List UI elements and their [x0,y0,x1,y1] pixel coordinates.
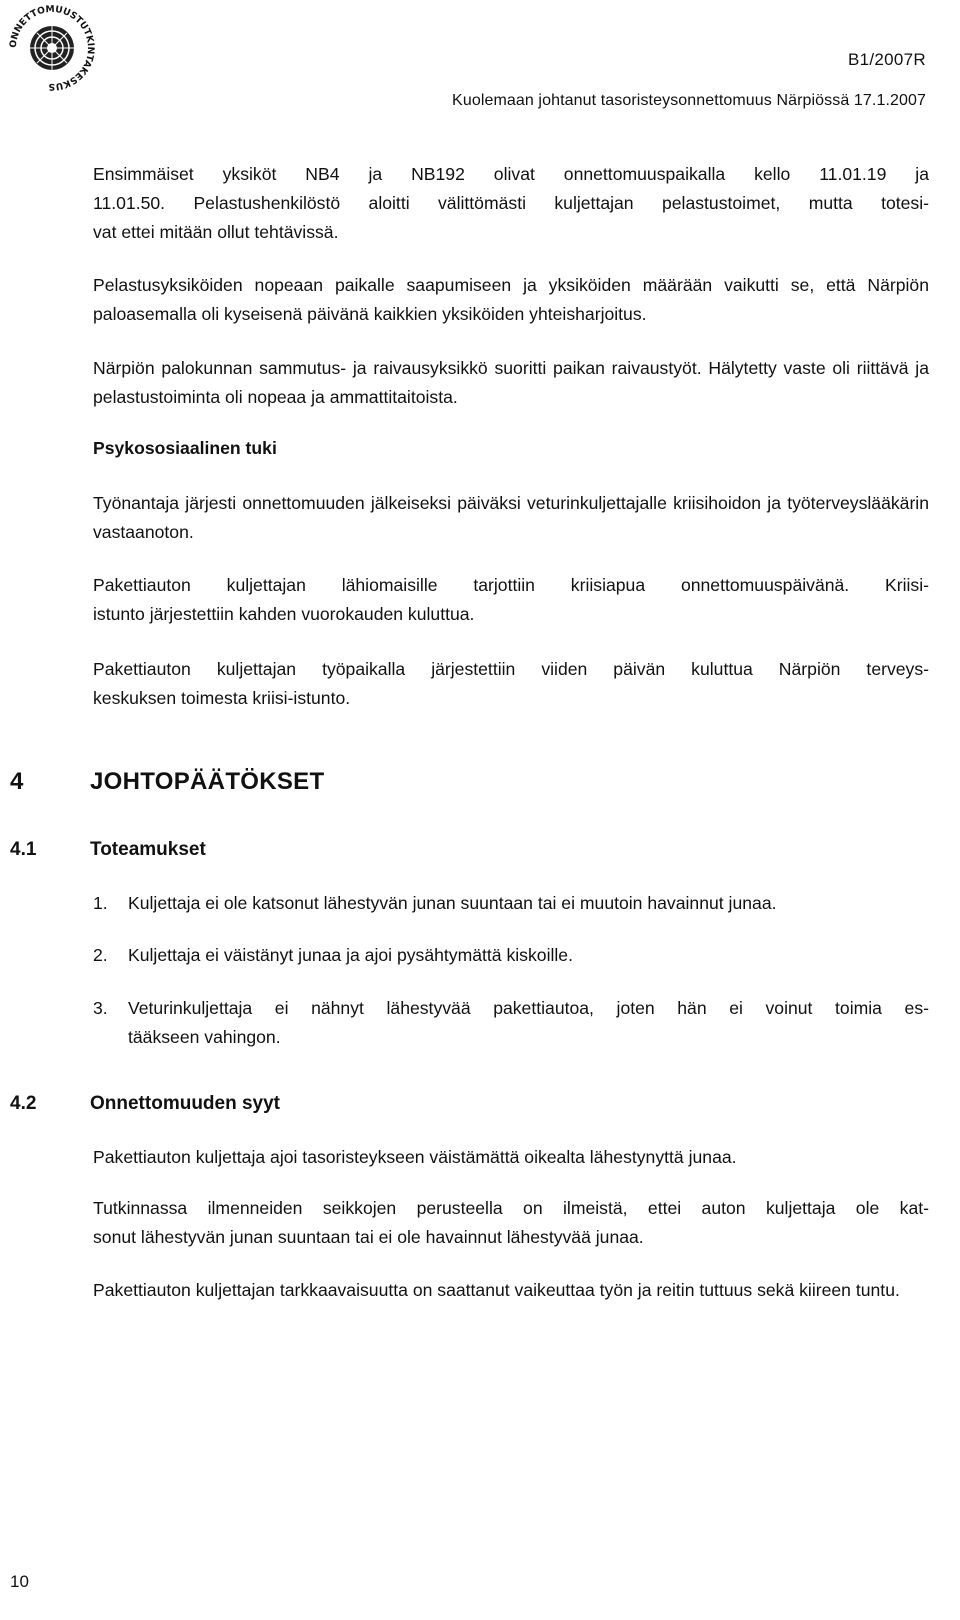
list-item-number: 2. [93,945,108,965]
paragraph-arrival: Pelastusyksiköiden nopeaan paikalle saapumiseen ja yksiköiden määrään vaikutti se, että Närpiön paloasemalla oli kyseisenä päivänä kaikkien yksiköiden yhteisharjoitus. [93,275,929,324]
subsection-number: 4.2 [10,1093,37,1114]
subheading-psychosocial: Psykososiaalinen tuki [93,438,277,458]
list-item-text: Kuljettaja ei väistänyt junaa ja ajoi pysähtymättä kiskoille. [128,945,573,965]
subsection-title: Toteamukset [90,839,206,860]
list-item-number: 3. [93,998,108,1018]
agency-logo [4,0,100,96]
subsection-heading-findings [10,839,206,861]
list-item [93,889,929,918]
section-heading-conclusions [10,768,324,796]
subsection-heading-causes [10,1093,280,1115]
list-item-number: 1. [93,893,108,913]
logo-ring-text: ONNETTOMUUSTUTKINTAKESKUS [7,3,97,93]
list-item [93,994,929,1052]
paragraph-cause-main: Pakettiauton kuljettaja ajoi tasoristeykseen väistämättä oikealta lähestynyttä junaa. [93,1147,737,1167]
page-number: 10 [10,1572,29,1591]
document-title: Kuolemaan johtanut tasoristeysonnettomuus Närpiössä 17.1.2007 [452,92,926,109]
subsection-title: Onnettomuuden syyt [90,1093,281,1114]
document-code: B1/2007R [847,50,926,69]
paragraph-employer: Työnantaja järjesti onnettomuuden jälkeiseksi päiväksi veturinkuljettajalle kriisihoidon ja työterveyslääkärin vastaanoton. [93,493,929,542]
paragraph-cause-investigation: Tutkinnassa ilmenneiden seikkojen perusteella on ilmeistä, ettei auton kuljettaja ole kat- sonut lähestyvän junan suuntaan tai ei ole havainnut lähestyvää junaa. [93,1198,929,1247]
list-item [93,941,929,970]
paragraph-clearing: Närpiön palokunnan sammutus- ja raivausyksikkö suoritti paikan raivaustyöt. Hälytetty vaste oli riittävä ja pelastustoiminta oli nopeaa ja ammattitaitoista. [93,358,929,407]
subsection-number: 4.1 [10,839,37,860]
section-number: 4 [10,768,24,795]
section-title: JOHTOPÄÄTÖKSET [90,768,325,795]
paragraph-first-units: Ensimmäiset yksiköt NB4 ja NB192 olivat onnettomuuspaikalla kello 11.01.19 ja 11.01.50. Pelastushenkilöstö aloitti välittömästi kuljettajan pelastustoimet, mutta totesi- vat ettei mitään ollut tehtävissä. [93,164,929,242]
paragraph-workplace: Pakettiauton kuljettajan työpaikalla järjestettiin viiden päivän kuluttua Närpiön terveys- keskuksen toimesta kriisi-istunto. [93,659,929,708]
paragraph-cause-attention: Pakettiauton kuljettajan tarkkaavaisuutta on saattanut vaikeuttaa työn ja reitin tuttuus sekä kiireen tuntu. [93,1280,900,1300]
list-item-text: Kuljettaja ei ole katsonut lähestyvän junan suuntaan tai ei muutoin havainnut junaa. [128,893,777,913]
paragraph-relatives: Pakettiauton kuljettajan lähiomaisille tarjottiin kriisiapua onnettomuuspäivänä. Kriisi- istunto järjestettiin kahden vuorokauden kuluttua. [93,575,929,624]
list-item-text: Veturinkuljettaja ei nähnyt lähestyvää pakettiautoa, joten hän ei voinut toimia es- tääkseen vahingon. [128,998,929,1047]
